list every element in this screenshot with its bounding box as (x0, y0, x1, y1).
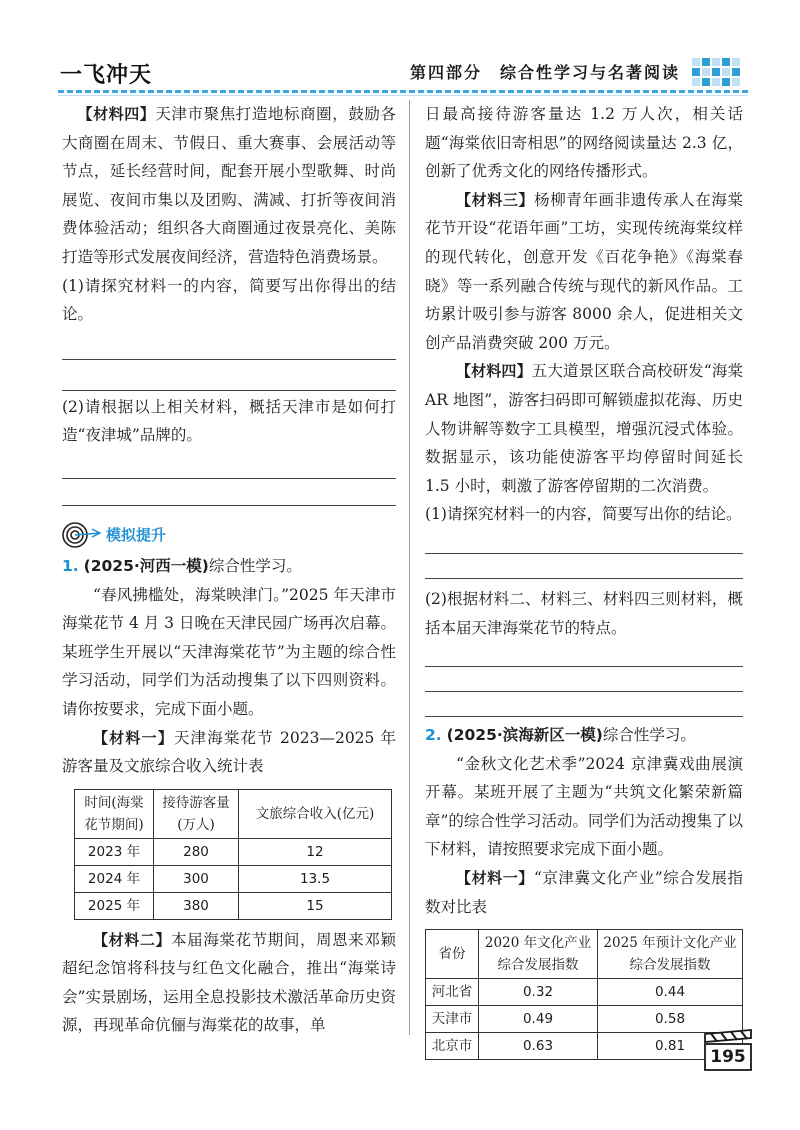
column-divider (409, 100, 410, 1035)
material-2-paragraph (62, 926, 396, 1040)
table-row (75, 865, 392, 892)
table-cell: 2023 年 (75, 838, 154, 865)
table-row (426, 1006, 743, 1033)
table-cell: 0.49 (479, 1006, 598, 1033)
material-4-paragraph (425, 357, 743, 500)
table-cell: 北京市 (426, 1033, 479, 1060)
table-cell: 2025 年 (75, 892, 154, 919)
material-text: 本届海棠花节期间，周恩来邓颖超纪念馆将科技与红色文化融合，推出“海棠诗会”实景剧场，运用全息投影技术激活革命历史资源，再现革命伉俪与海棠花的故事，单 (62, 930, 396, 1035)
table-cell: 0.63 (479, 1033, 598, 1060)
material-tag: 【材料二】 (93, 930, 172, 949)
page-header (0, 0, 800, 100)
problem-source: (2025·滨海新区一模) (446, 726, 603, 745)
material-tag: 【材料一】 (456, 869, 534, 888)
question-1: (1)请探究材料一的内容，简要写出你的结论。 (425, 505, 742, 524)
section-title: 模拟提升 (106, 525, 167, 544)
material-tag: 【材料三】 (456, 190, 535, 209)
table-row (75, 892, 392, 919)
material-1-title (425, 864, 743, 921)
table-cell: 2024 年 (75, 865, 154, 892)
problem-type: 综合性学习。 (208, 556, 302, 575)
material-4-paragraph (62, 100, 396, 272)
table-header-cell: 接待游客量(万人) (154, 789, 239, 838)
material-text: 杨柳青年画非遗传承人在海棠花节开设“花语年画”工坊，实现传统海棠纹样的现代转化，创意开发《百花争艳》《海棠春晓》等一系列融合传统与现代的新风作品。工坊累计吸引参与游客 8000 余人，促进相关文创产品消费突破 200 万元。 (425, 190, 743, 352)
section-heading (62, 518, 396, 552)
table-cell: 380 (154, 892, 239, 919)
table-header-cell: 时间(海棠花节期间) (75, 789, 154, 838)
table-header-cell: 文旅综合收入(亿元) (239, 789, 392, 838)
table-header-row (426, 930, 743, 979)
material-tag: 【材料一】 (93, 728, 174, 747)
table-cell: 0.32 (479, 979, 598, 1006)
problem-1-heading (62, 552, 396, 581)
table-cell: 300 (154, 865, 239, 892)
table-header-row (75, 789, 392, 838)
table-header-cell: 2020 年文化产业综合发展指数 (479, 930, 598, 979)
table-cell: 15 (239, 892, 392, 919)
question-2: (2)根据材料二、材料三、材料四三则材料，概括本届天津海棠花节的特点。 (425, 589, 743, 637)
page-number-badge (703, 1028, 753, 1072)
table-cell: 12 (239, 838, 392, 865)
problem-type: 综合性学习。 (602, 726, 696, 745)
answer-line[interactable] (62, 505, 396, 506)
checker-decoration-icon (692, 58, 740, 88)
header-rule (58, 90, 748, 93)
section-title: 第四部分 综合性学习与名著阅读 (410, 63, 681, 82)
problem-2-intro: “金秋文化艺术季”2024 京津冀戏曲展演开幕。某班开展了主题为“共筑文化繁荣新篇章”的综合性学习活动。同学们为活动搜集了以下材料，请按照要求完成下面小题。 (425, 754, 743, 859)
problem-number: 1. (62, 556, 79, 575)
page-number: 195 (710, 1047, 746, 1067)
material-2-continued: 日最高接待游客量达 1.2 万人次，相关话题“海棠依旧寄相思”的网络阅读量达 2.3 亿，创新了优秀文化的网络传播形式。 (425, 105, 743, 181)
left-column (62, 100, 396, 1040)
visitor-revenue-table (74, 789, 392, 920)
table-cell: 280 (154, 838, 239, 865)
table-header-cell: 省份 (426, 930, 479, 979)
question-1: (1)请探究材料一的内容，简要写出你得出的结论。 (62, 276, 396, 324)
material-3-paragraph (425, 186, 743, 358)
material-text: 天津市聚焦打造地标商圈，鼓励各大商圈在周末、节假日、重大赛事、会展活动等节点，延长经营时间，配套开展小型歌舞、时尚展览、夜间市集以及团购、满减、打折等夜间消费体验活动；组织各大商圈通过夜景亮化、美陈打造等形式发展夜间经济，营造特色消费场景。 (62, 105, 396, 266)
question-2: (2)请根据以上相关材料，概括天津市是如何打造“夜津城”品牌的。 (62, 397, 396, 445)
target-icon (62, 521, 102, 549)
problem-number: 2. (425, 726, 442, 745)
table-cell: 天津市 (426, 1006, 479, 1033)
table-cell: 0.58 (598, 1006, 743, 1033)
material-tag: 【材料四】 (456, 362, 532, 381)
problem-source: (2025·河西一模) (83, 556, 209, 575)
series-logo: 一飞冲天 (60, 63, 153, 88)
problem-1-intro: “春风拂槛处，海棠映津门。”2025 年天津市海棠花节 4 月 3 日晚在天津民园广场再次启幕。某班学生开展以“天津海棠花节”为主题的综合性学习活动，同学们为活动搜集了以下四则资料。请你按要求，完成下面小题。 (62, 585, 396, 718)
material-1-title (62, 724, 396, 781)
table-cell: 0.81 (598, 1033, 743, 1060)
right-column (425, 100, 743, 1060)
problem-2-heading (425, 721, 743, 750)
table-row (426, 979, 743, 1006)
material-text: 五大道景区联合高校研发“海棠 AR 地图”，游客扫码即可解锁虚拟花海、历史人物讲解等数字工具模型，增强沉浸式体验。数据显示，该功能使游客平均停留时间延长 1.5 小时，刺激了游客停留期的二次消费。 (425, 362, 743, 495)
table-cell: 河北省 (426, 979, 479, 1006)
table-cell: 0.44 (598, 979, 743, 1006)
table-row (75, 838, 392, 865)
material-tag: 【材料四】 (77, 105, 156, 123)
header-rule-thin (58, 95, 748, 96)
table-row (426, 1033, 743, 1060)
table-header-cell: 2025 年预计文化产业综合发展指数 (598, 930, 743, 979)
material-title: 天津海棠花节 2023—2025 年游客量及文旅综合收入统计表 (62, 728, 396, 776)
material-title: “京津冀文化产业”综合发展指数对比表 (425, 869, 743, 916)
table-cell: 13.5 (239, 865, 392, 892)
culture-index-table (425, 929, 743, 1060)
